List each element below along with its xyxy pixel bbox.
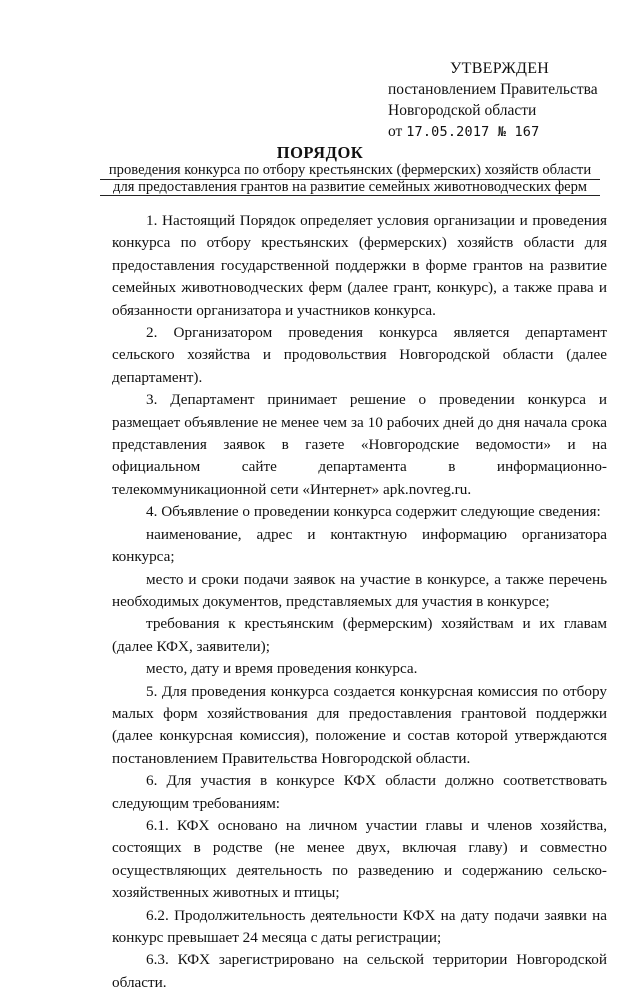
approval-date-prefix: от [388, 123, 403, 140]
paragraph: 6.1. КФХ основано на личном участии главы и членов хозяйства, состоящих в родстве (не менее двух, включая главу) и совместно осуществляющих деятельность по разведению и содержанию сельско-хозяйственных животных и птицы; [112, 816, 607, 902]
paragraph: 6. Для участия в конкурсе КФХ области должно соответствовать следующим требованиям: [112, 772, 607, 812]
paragraph: 6.3. КФХ зарегистрировано на сельской территории Новгородской области. [112, 951, 607, 991]
approval-line-1: постановлением Правительства [388, 81, 598, 98]
approval-block [388, 58, 628, 143]
document-subtitle [100, 163, 600, 196]
paragraph: требования к крестьянским (фермерским) хозяйствам и их главам (далее КФХ, заявители); [112, 615, 607, 655]
paragraph: 4. Объявление о проведении конкурса содержит следующие сведения: [146, 503, 601, 521]
paragraph: 6.2. Продолжительность деятельности КФХ на дату подачи заявки на конкурс превышает 24 месяца с даты регистрации; [112, 906, 607, 946]
subtitle-line-2: для предоставления грантов на развитие семейных животноводческих ферм [100, 180, 600, 197]
paragraph: 1. Настоящий Порядок определяет условия организации и проведения конкурса по отбору крестьянских (фермерских) хозяйств области для предоставления государственной поддержки в форме грантов на развитие семейных животноводческих ферм (далее грант, конкурс), а также права и обязанности организатора и участников конкурса. [112, 212, 607, 319]
approval-date-line [388, 121, 628, 143]
paragraph: 3. Департамент принимает решение о проведении конкурса и размещает объявление не менее чем за 10 рабочих дней до дня начала срока представления заявок в газете «Новгородские ведомости» и на официальном сайте департамента в информационно-телекоммуникационной сети «Интернет» apk.novreg.ru. [112, 391, 607, 498]
subtitle-line-1: проведения конкурса по отбору крестьянских (фермерских) хозяйств области [100, 163, 600, 180]
approval-line-2: Новгородской области [388, 102, 537, 119]
paragraph: 2. Организатором проведения конкурса является департамент сельского хозяйства и продовольствия Новгородской области (далее департамент). [112, 324, 607, 386]
paragraph: место, дату и время проведения конкурса. [146, 660, 418, 678]
document-title: ПОРЯДОК [276, 143, 364, 162]
document-body [112, 210, 607, 994]
paragraph: 5. Для проведения конкурса создается конкурсная комиссия по отбору малых форм хозяйствования для предоставления грантовой поддержки (далее конкурсная комиссия), положение и состав которой утверждаются постановлением Правительства Новгородской области. [112, 682, 607, 767]
approval-heading: УТВЕРЖДЕН [450, 60, 550, 77]
paragraph: наименование, адрес и контактную информацию организатора конкурса; [112, 525, 607, 566]
approval-date-value: 17.05.2017 № 167 [406, 124, 540, 140]
paragraph: место и сроки подачи заявок на участие в конкурсе, а также перечень необходимых документов, представляемых для участия в конкурсе; [112, 570, 607, 610]
